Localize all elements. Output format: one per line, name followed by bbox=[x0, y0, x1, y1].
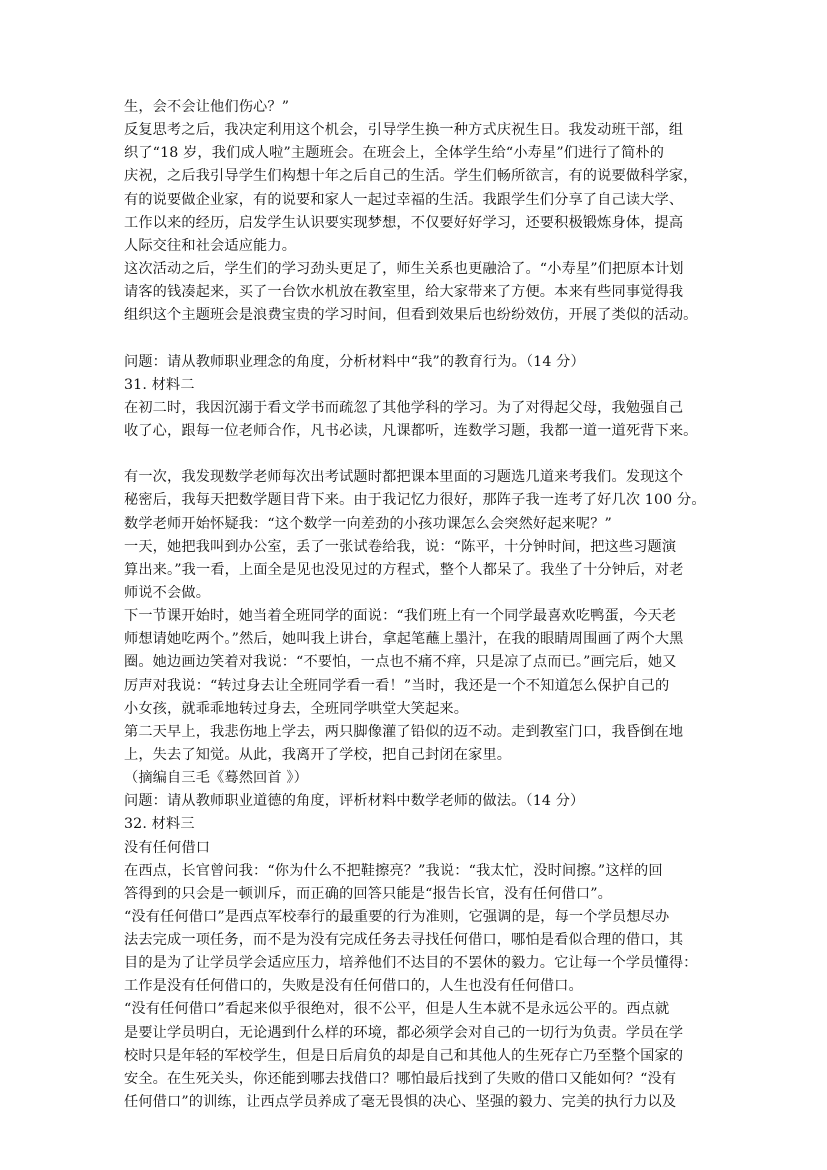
text-line: 师想请她吃两个。”然后，她叫我上讲台，拿起笔蘸上墨汁，在我的眼睛周围画了两个大黑 bbox=[124, 631, 684, 648]
text-line: 秘密后，我每天把数学题目背下来。由于我记忆力很好，那阵子我一连考了好几次 100 分。 bbox=[124, 492, 706, 509]
text-line: （摘编自三毛《蓦然回首 》） bbox=[124, 770, 308, 787]
text-line: 答得到的只会是一顿训斥，而正确的回答只能是“报告长官，没有任何借口”。 bbox=[124, 885, 612, 902]
text-line: 问题：请从教师职业理念的角度，分析材料中“我”的教育行为。（14 分） bbox=[124, 353, 585, 370]
text-line: 任何借口”的训练，让西点学员养成了毫无畏惧的决心、坚强的毅力、完美的执行力以及 bbox=[124, 1094, 677, 1111]
text-line: 一天，她把我叫到办公室，丢了一张试卷给我，说：“陈平，十分钟时间，把这些习题演 bbox=[124, 538, 677, 555]
text-line: 生，会不会让他们伤心？” bbox=[124, 99, 290, 115]
text-line: “没有任何借口”是西点军校奉行的最重要的行为准则，它强调的是，每一个学员想尽办 bbox=[124, 908, 670, 925]
text-line: 收了心，跟每一位老师合作，凡书必读，凡课都听，连数学习题，我都一道一道死背下来。 bbox=[124, 422, 698, 439]
text-line: 在初二时，我因沉溺于看文学书而疏忽了其他学科的学习。为了对得起父母，我勉强自己 bbox=[124, 399, 684, 416]
text-line: 请客的钱凑起来，买了一台饮水机放在教室里，给大家带来了方便。本来有些同事觉得我 bbox=[124, 284, 684, 301]
text-line: 校时只是年轻的军校学生，但是日后肩负的却是自己和其他人的生死存亡乃至整个国家的 bbox=[124, 1047, 684, 1064]
text-line: 32. 材料三 bbox=[124, 816, 195, 833]
question-30-and-material-two bbox=[124, 351, 708, 444]
text-line: 31. 材料二 bbox=[124, 376, 195, 393]
text-line: 有一次，我发现数学老师每次出考试题时都把课本里面的习题选几道来考我们。发现这个 bbox=[124, 469, 684, 486]
text-line: 圈。她边画边笑着对我说：“不要怕，一点也不痛不痒，只是凉了点而已。”画完后，她又 bbox=[124, 654, 677, 671]
document-body bbox=[124, 96, 708, 1114]
text-line: 庆祝，之后我引导学生们构想十年之后自己的生活。学生们畅所欲言，有的说要做科学家， bbox=[124, 168, 698, 185]
text-line: 有的说要做企业家，有的说要和家人一起过幸福的生活。我跟学生们分享了自己读大学、 bbox=[124, 191, 684, 208]
text-line: 反复思考之后，我决定利用这个机会，引导学生换一种方式庆祝生日。我发动班干部，组 bbox=[124, 122, 684, 139]
text-line: 数学老师开始怀疑我：“这个数学一向差劲的小孩功课怎么会突然好起来呢？” bbox=[124, 515, 612, 532]
material-two-story-and-material-three bbox=[124, 466, 708, 1114]
text-line: 下一节课开始时，她当着全班同学的面说：“我们班上有一个同学最喜欢吃鸭蛋，今天老 bbox=[124, 608, 677, 625]
text-line: 在西点，长官曾问我：“你为什么不把鞋擦亮？”我说：“我太忙，没时间擦。”这样的回 bbox=[124, 862, 663, 879]
text-line: 算出来。”我一看，上面全是见也没见过的方程式，整个人都呆了。我坐了十分钟后，对老 bbox=[124, 561, 684, 578]
text-line: 目的是为了让学员学会适应压力，培养他们不达目的不罢休的毅力。它让每一个学员懂得： bbox=[124, 955, 698, 972]
text-line: 这次活动之后，学生们的学习劲头更足了，师生关系也更融洽了。“小寿星”们把原本计划 bbox=[124, 260, 684, 277]
text-line: 厉声对我说：“转过身去让全班同学看一看！”当时，我还是一个不知道怎么保护自己的 bbox=[124, 677, 670, 694]
text-line: 第二天早上，我悲伤地上学去，两只脚像灌了铅似的迈不动。走到教室门口，我昏倒在地 bbox=[124, 723, 684, 740]
text-line: “没有任何借口”看起来似乎很绝对，很不公平，但是人生本就不是永远公平的。西点就 bbox=[124, 1001, 670, 1018]
text-line: 小女孩，就乖乖地转过身去，全班同学哄堂大笑起来。 bbox=[124, 700, 469, 717]
text-line: 人际交往和社会适应能力。 bbox=[124, 237, 297, 254]
text-line: 没有任何借口 bbox=[124, 839, 211, 856]
text-line: 上，失去了知觉。从此，我离开了学校，把自己封闭在家里。 bbox=[124, 746, 512, 763]
paragraph-gap bbox=[124, 327, 708, 350]
text-line: 工作以来的经历，启发学生认识要实现梦想，不仅要好好学习，还要积极锻炼身体，提高 bbox=[124, 214, 684, 231]
paragraph-gap bbox=[124, 443, 708, 466]
text-line: 问题：请从教师职业道德的角度，评析材料中数学老师的做法。（14 分） bbox=[124, 793, 585, 810]
text-line: 法去完成一项任务，而不是为没有完成任务去寻找任何借口，哪怕是看似合理的借口，其 bbox=[124, 932, 684, 949]
text-line: 安全。在生死关头，你还能到哪去找借口？哪怕最后找到了失败的借口又能如何？“没有 bbox=[124, 1070, 677, 1087]
text-line: 组织这个主题班会是浪费宝贵的学习时间，但看到效果后也纷纷效仿，开展了类似的活动。 bbox=[124, 307, 698, 324]
material-one-text bbox=[124, 96, 708, 327]
text-line: 织了“18 岁，我们成人啦”主题班会。在班会上，全体学生给“小寿星”们进行了简朴的 bbox=[124, 145, 665, 162]
text-line: 工作是没有任何借口的，失败是没有任何借口的，人生也没有任何借口。 bbox=[124, 978, 583, 995]
text-line: 师说不会做。 bbox=[124, 584, 211, 601]
text-line: 是要让学员明白，无论遇到什么样的环境，都必须学会对自己的一切行为负责。学员在学 bbox=[124, 1024, 684, 1041]
